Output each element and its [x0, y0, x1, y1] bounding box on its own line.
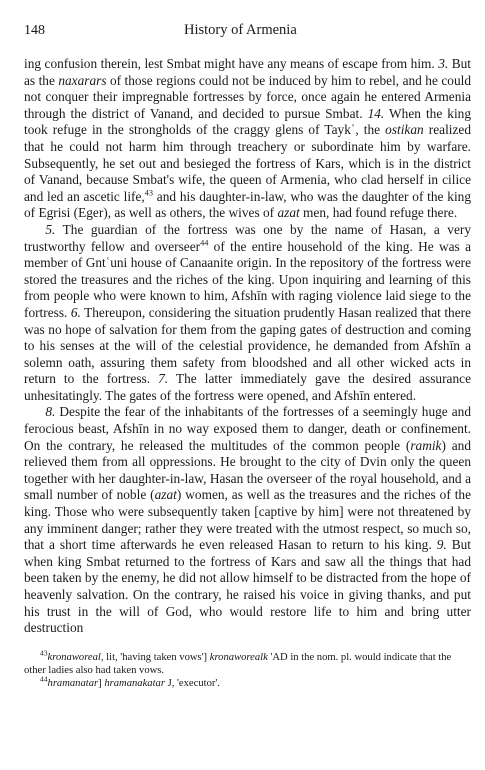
footnote-43 — [24, 648, 471, 677]
running-head-title: History of Armenia — [184, 22, 297, 38]
italic-text: kronaworeal, — [47, 651, 104, 663]
italic-text: naxarars — [58, 72, 107, 88]
italic-text: ostikan — [385, 122, 424, 138]
text-run: ing confusion therein, lest Smbat might have any means of escape from him. — [24, 56, 439, 71]
text-run: The latter immediately gave the desired assurance unhesitatingly. The gates of the fortress were opened, and Afshīn entered. — [24, 371, 471, 403]
paragraph-2 — [24, 222, 471, 405]
italic-text: hramanatar — [47, 677, 99, 689]
italic-text: 14. — [367, 105, 385, 121]
footnote-reference: 43 — [144, 188, 153, 198]
text-run: 'AD in the nom. pl. would indicate that the other ladies also had taken vows. — [24, 651, 452, 676]
italic-text: 8. — [45, 404, 56, 420]
text-run: realized that he could not harm him through treachery or subordinate him by warfare. Subsequently, he set out and besieged the fortress of Kars, which is in the district of Vanand, because Smbat's wife, the queen of Armenia, who clad herself in cilice and led an ascetic life, — [24, 122, 471, 204]
text-run: ] — [98, 677, 105, 689]
italic-text: kronaworealk — [209, 651, 268, 663]
text-run: The guardian of the fortress was one by the name of Hasan, a very trustworthy fellow and overseer — [24, 221, 471, 254]
text-run: men, had found refuge there. — [299, 205, 458, 221]
text-run: But when king Smbat returned to the fortress of Kars and saw all the things that had been taken by the enemy, he did not allow himself to be distracted from the hope of heavenly salvation. On the contrary, he raised his voice in giving thanks, and put his trust in the will of God, who would restore life to him and bring utter destruction — [24, 537, 471, 636]
italic-text: 7. — [158, 371, 169, 387]
italic-text: 5. — [45, 221, 56, 237]
footnote-44 — [24, 674, 471, 690]
footnotes — [24, 648, 471, 690]
italic-text: ramik — [410, 437, 442, 453]
italic-text: 6. — [70, 304, 81, 320]
text-run: When the king took refuge in the strongholds of the craggy glens of Taykʿ, the — [24, 105, 472, 138]
italic-text: hramanakatar — [104, 677, 165, 689]
footnote-reference: 44 — [200, 238, 209, 248]
text-run: Despite the fear of the inhabitants of the fortresses of a seemingly huge and ferocious beast, Afshīn in no way exposed them to danger, death or confinement. On the contrary, he released the multitudes of the common people ( — [24, 404, 471, 453]
italic-text: 3. — [438, 56, 449, 71]
text-run: lit, 'having taken vows'] — [103, 651, 210, 663]
text-run: of those regions could not be induced by him to rebel, and he could not conquer their impregnable fortresses by force, once again he entered Armenia through the district of Vanand, and decided to pursue Smbat. — [24, 72, 471, 121]
text-run: ) women, as well as the treasures and the riches of the king. Those who were subsequently taken [captive by him] were not threatened by any imminent danger; rather they were treated with the utmost respect, so much so, that a short time afterwards he even released Hasan to return to his king. — [24, 487, 472, 553]
italic-text: 9. — [436, 537, 447, 553]
paragraph-3 — [24, 404, 471, 636]
paragraph-1 — [24, 56, 471, 222]
text-run: ) and relieved them from all oppressions. He brought to the city of Dvin only the queen together with her daughter-in-law, Hasan the overseer of the royal household, and a small number of noble ( — [24, 437, 471, 503]
text-run: of the entire household of the king. He was a member of Gntʿuni house of Canaanite origin. In the repository of the fortress were stored the treasures and the riches of the king. Upon inquiring and learning of this from people who were known to him, Afshīn with raging violence laid siege to the fortress. — [24, 238, 471, 320]
text-run: J, 'executor'. — [164, 677, 220, 689]
footnote-number: 43 — [39, 648, 48, 658]
text-run: and his daughter-in-law, who was the daughter of the king of Egrisi (Eger), as well as others, the wives of — [24, 188, 471, 221]
italic-text: azat — [277, 205, 300, 221]
text-run: But as the — [24, 56, 471, 88]
italic-text: azat — [154, 487, 177, 503]
running-head — [24, 22, 471, 44]
page-number: 148 — [24, 23, 45, 38]
body-text — [24, 56, 471, 637]
footnote-number: 44 — [39, 674, 48, 684]
text-run: Thereupon, considering the situation prudently Hasan realized that there was no hope of salvation for them from the gaping gates of destruction and coming to his senses at the will of the celestial providence, he demanded from Afshīn a solemn oath, assuring them safety from bloodshed and all other wicked acts in return to the fortress. — [24, 304, 471, 387]
